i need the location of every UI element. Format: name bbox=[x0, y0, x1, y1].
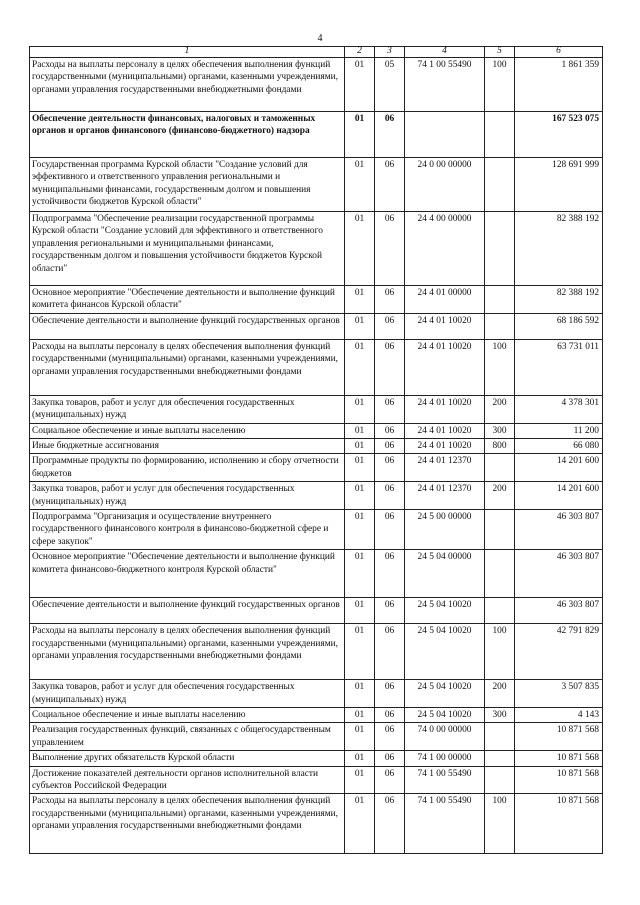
expense-type-cell bbox=[485, 285, 515, 313]
amount-cell: 128 691 999 bbox=[515, 157, 603, 211]
section-code-cell: 01 bbox=[345, 339, 375, 395]
target-article-cell: 24 4 01 00000 bbox=[405, 285, 485, 313]
expense-type-cell: 300 bbox=[485, 423, 515, 438]
target-article-cell: 74 1 00 55490 bbox=[405, 794, 485, 854]
subsection-code-cell: 06 bbox=[375, 423, 405, 438]
row-name-cell: Подпрограмма "Организация и осуществление внутреннего государственного финансового контроля в финансово-бюджетной сфере и сфере закупок" bbox=[30, 509, 345, 549]
subsection-code-cell: 06 bbox=[375, 751, 405, 766]
amount-cell: 14 201 600 bbox=[515, 482, 603, 510]
row-name-cell: Государственная программа Курской области "Создание условий для эффективного и ответственного управления региональными и муниципальными финансами, государственным долгом и повышения устойчивости бюджетов Курской области" bbox=[30, 157, 345, 211]
amount-cell: 68 186 592 bbox=[515, 313, 603, 339]
section-code-cell: 01 bbox=[345, 680, 375, 708]
header-cell: 4 bbox=[405, 47, 485, 58]
table-row bbox=[30, 57, 603, 111]
section-code-cell: 01 bbox=[345, 57, 375, 111]
amount-cell: 14 201 600 bbox=[515, 454, 603, 482]
table-row bbox=[30, 723, 603, 751]
subsection-code-cell: 06 bbox=[375, 707, 405, 722]
target-article-cell: 74 0 00 00000 bbox=[405, 723, 485, 751]
amount-cell: 42 791 829 bbox=[515, 624, 603, 680]
row-name-cell: Основное мероприятие "Обеспечение деятельности и выполнение функций комитета финансов Курской области" bbox=[30, 285, 345, 313]
budget-table bbox=[29, 46, 603, 854]
table-row bbox=[30, 509, 603, 549]
section-code-cell: 01 bbox=[345, 313, 375, 339]
subsection-code-cell: 06 bbox=[375, 680, 405, 708]
header-cell: 2 bbox=[345, 47, 375, 58]
subsection-code-cell: 06 bbox=[375, 211, 405, 285]
amount-cell: 46 303 807 bbox=[515, 550, 603, 598]
subsection-code-cell: 06 bbox=[375, 438, 405, 453]
row-name-cell: Закупка товаров, работ и услуг для обеспечения государственных (муниципальных) нужд bbox=[30, 482, 345, 510]
section-code-cell: 01 bbox=[345, 794, 375, 854]
section-code-cell: 01 bbox=[345, 482, 375, 510]
expense-type-cell: 300 bbox=[485, 707, 515, 722]
row-name-cell: Основное мероприятие "Обеспечение деятельности и выполнение функций комитета финансово-бюджетного контроля Курской области" bbox=[30, 550, 345, 598]
amount-cell: 11 200 bbox=[515, 423, 603, 438]
expense-type-cell bbox=[485, 211, 515, 285]
expense-type-cell bbox=[485, 454, 515, 482]
subsection-code-cell: 06 bbox=[375, 157, 405, 211]
subsection-code-cell: 06 bbox=[375, 395, 405, 423]
row-name-cell: Расходы на выплаты персоналу в целях обеспечения выполнения функций государственными (муниципальными) органами, казенными учреждениями, органами управления государственными внебюджетными фондами bbox=[30, 57, 345, 111]
target-article-cell: 24 5 00 00000 bbox=[405, 509, 485, 549]
amount-cell: 46 303 807 bbox=[515, 509, 603, 549]
expense-type-cell bbox=[485, 313, 515, 339]
expense-type-cell bbox=[485, 157, 515, 211]
amount-cell: 10 871 568 bbox=[515, 723, 603, 751]
table-row bbox=[30, 157, 603, 211]
table-row bbox=[30, 395, 603, 423]
expense-type-cell: 100 bbox=[485, 339, 515, 395]
section-code-cell: 01 bbox=[345, 454, 375, 482]
row-name-cell: Закупка товаров, работ и услуг для обеспечения государственных (муниципальных) нужд bbox=[30, 395, 345, 423]
header-cell: 6 bbox=[515, 47, 603, 58]
subsection-code-cell: 05 bbox=[375, 57, 405, 111]
expense-type-cell: 200 bbox=[485, 680, 515, 708]
table-row bbox=[30, 598, 603, 624]
row-name-cell: Иные бюджетные ассигнования bbox=[30, 438, 345, 453]
row-name-cell: Обеспечение деятельности финансовых, налоговых и таможенных органов и органов финансового (финансово-бюджетного) надзора bbox=[30, 111, 345, 157]
section-code-cell: 01 bbox=[345, 598, 375, 624]
amount-cell: 10 871 568 bbox=[515, 794, 603, 854]
amount-cell: 46 303 807 bbox=[515, 598, 603, 624]
row-name-cell: Социальное обеспечение и иные выплаты населению bbox=[30, 707, 345, 722]
table-row bbox=[30, 285, 603, 313]
subsection-code-cell: 06 bbox=[375, 766, 405, 794]
target-article-cell: 24 4 01 10020 bbox=[405, 438, 485, 453]
target-article-cell: 74 1 00 00000 bbox=[405, 751, 485, 766]
subsection-code-cell: 06 bbox=[375, 339, 405, 395]
row-name-cell: Расходы на выплаты персоналу в целях обеспечения выполнения функций государственными (муниципальными) органами, казенными учреждениями, органами управления государственными внебюджетными фондами bbox=[30, 794, 345, 854]
expense-type-cell bbox=[485, 751, 515, 766]
expense-type-cell bbox=[485, 550, 515, 598]
section-code-cell: 01 bbox=[345, 438, 375, 453]
target-article-cell: 24 0 00 00000 bbox=[405, 157, 485, 211]
section-code-cell: 01 bbox=[345, 157, 375, 211]
subsection-code-cell: 06 bbox=[375, 482, 405, 510]
section-code-cell: 01 bbox=[345, 707, 375, 722]
header-row bbox=[30, 47, 603, 58]
amount-cell: 167 523 075 bbox=[515, 111, 603, 157]
target-article-cell: 24 4 01 10020 bbox=[405, 313, 485, 339]
table-row bbox=[30, 550, 603, 598]
target-article-cell: 24 4 00 00000 bbox=[405, 211, 485, 285]
target-article-cell: 24 5 04 00000 bbox=[405, 550, 485, 598]
expense-type-cell: 100 bbox=[485, 57, 515, 111]
subsection-code-cell: 06 bbox=[375, 509, 405, 549]
section-code-cell: 01 bbox=[345, 624, 375, 680]
table-row bbox=[30, 766, 603, 794]
expense-type-cell bbox=[485, 509, 515, 549]
amount-cell: 63 731 011 bbox=[515, 339, 603, 395]
expense-type-cell bbox=[485, 723, 515, 751]
row-name-cell: Подпрограмма "Обеспечение реализации государственной программы Курской области "Создание условий для эффективного и ответственного управления региональными и муниципальными финансами, государственным долгом и повышения устойчивости бюджетов Курской области" bbox=[30, 211, 345, 285]
table-row bbox=[30, 794, 603, 854]
expense-type-cell: 100 bbox=[485, 794, 515, 854]
subsection-code-cell: 06 bbox=[375, 624, 405, 680]
table-row bbox=[30, 707, 603, 722]
row-name-cell: Реализация государственных функций, связанных с общегосударственным управлением bbox=[30, 723, 345, 751]
target-article-cell: 24 4 01 12370 bbox=[405, 454, 485, 482]
target-article-cell: 24 4 01 10020 bbox=[405, 423, 485, 438]
header-cell: 5 bbox=[485, 47, 515, 58]
amount-cell: 4 143 bbox=[515, 707, 603, 722]
amount-cell: 1 861 359 bbox=[515, 57, 603, 111]
target-article-cell: 24 4 01 10020 bbox=[405, 339, 485, 395]
expense-type-cell: 200 bbox=[485, 395, 515, 423]
subsection-code-cell: 06 bbox=[375, 794, 405, 854]
row-name-cell: Выполнение других обязательств Курской области bbox=[30, 751, 345, 766]
target-article-cell: 74 1 00 55490 bbox=[405, 57, 485, 111]
header-cell: 1 bbox=[30, 47, 345, 58]
target-article-cell: 24 5 04 10020 bbox=[405, 598, 485, 624]
table-row bbox=[30, 624, 603, 680]
section-code-cell: 01 bbox=[345, 723, 375, 751]
subsection-code-cell: 06 bbox=[375, 550, 405, 598]
expense-type-cell: 800 bbox=[485, 438, 515, 453]
subsection-code-cell: 06 bbox=[375, 598, 405, 624]
target-article-cell: 24 4 01 12370 bbox=[405, 482, 485, 510]
section-code-cell: 01 bbox=[345, 509, 375, 549]
expense-type-cell: 200 bbox=[485, 482, 515, 510]
amount-cell: 10 871 568 bbox=[515, 766, 603, 794]
expense-type-cell: 100 bbox=[485, 624, 515, 680]
row-name-cell: Социальное обеспечение и иные выплаты населению bbox=[30, 423, 345, 438]
amount-cell: 10 871 568 bbox=[515, 751, 603, 766]
section-code-cell: 01 bbox=[345, 766, 375, 794]
row-name-cell: Расходы на выплаты персоналу в целях обеспечения выполнения функций государственными (муниципальными) органами, казенными учреждениями, органами управления государственными внебюджетными фондами bbox=[30, 624, 345, 680]
table-row bbox=[30, 751, 603, 766]
amount-cell: 4 378 301 bbox=[515, 395, 603, 423]
table-row bbox=[30, 454, 603, 482]
target-article-cell: 24 5 04 10020 bbox=[405, 624, 485, 680]
subsection-code-cell: 06 bbox=[375, 723, 405, 751]
section-code-cell: 01 bbox=[345, 550, 375, 598]
row-name-cell: Обеспечение деятельности и выполнение функций государственных органов bbox=[30, 598, 345, 624]
target-article-cell bbox=[405, 111, 485, 157]
subsection-code-cell: 06 bbox=[375, 454, 405, 482]
table-row bbox=[30, 313, 603, 339]
section-code-cell: 01 bbox=[345, 211, 375, 285]
table-row bbox=[30, 339, 603, 395]
amount-cell: 3 507 835 bbox=[515, 680, 603, 708]
section-code-cell: 01 bbox=[345, 111, 375, 157]
target-article-cell: 24 4 01 10020 bbox=[405, 395, 485, 423]
amount-cell: 82 388 192 bbox=[515, 211, 603, 285]
expense-type-cell bbox=[485, 111, 515, 157]
amount-cell: 66 080 bbox=[515, 438, 603, 453]
table-row bbox=[30, 482, 603, 510]
row-name-cell: Программные продукты по формированию, исполнению и сбору отчетности бюджетов bbox=[30, 454, 345, 482]
section-code-cell: 01 bbox=[345, 751, 375, 766]
target-article-cell: 24 5 04 10020 bbox=[405, 707, 485, 722]
header-cell: 3 bbox=[375, 47, 405, 58]
row-name-cell: Расходы на выплаты персоналу в целях обеспечения выполнения функций государственными (муниципальными) органами, казенными учреждениями, органами управления государственными внебюджетными фондами bbox=[30, 339, 345, 395]
section-code-cell: 01 bbox=[345, 395, 375, 423]
amount-cell: 82 388 192 bbox=[515, 285, 603, 313]
subsection-code-cell: 06 bbox=[375, 313, 405, 339]
table-row bbox=[30, 680, 603, 708]
table-row bbox=[30, 438, 603, 453]
table-row bbox=[30, 111, 603, 157]
row-name-cell: Достижение показателей деятельности органов исполнительной власти субъектов Российской Федерации bbox=[30, 766, 345, 794]
subsection-code-cell: 06 bbox=[375, 111, 405, 157]
section-code-cell: 01 bbox=[345, 285, 375, 313]
table-row bbox=[30, 423, 603, 438]
section-code-cell: 01 bbox=[345, 423, 375, 438]
expense-type-cell bbox=[485, 766, 515, 794]
row-name-cell: Обеспечение деятельности и выполнение функций государственных органов bbox=[30, 313, 345, 339]
row-name-cell: Закупка товаров, работ и услуг для обеспечения государственных (муниципальных) нужд bbox=[30, 680, 345, 708]
page-number: 4 bbox=[317, 33, 323, 44]
target-article-cell: 24 5 04 10020 bbox=[405, 680, 485, 708]
table-row bbox=[30, 211, 603, 285]
expense-type-cell bbox=[485, 598, 515, 624]
target-article-cell: 74 1 00 55490 bbox=[405, 766, 485, 794]
subsection-code-cell: 06 bbox=[375, 285, 405, 313]
